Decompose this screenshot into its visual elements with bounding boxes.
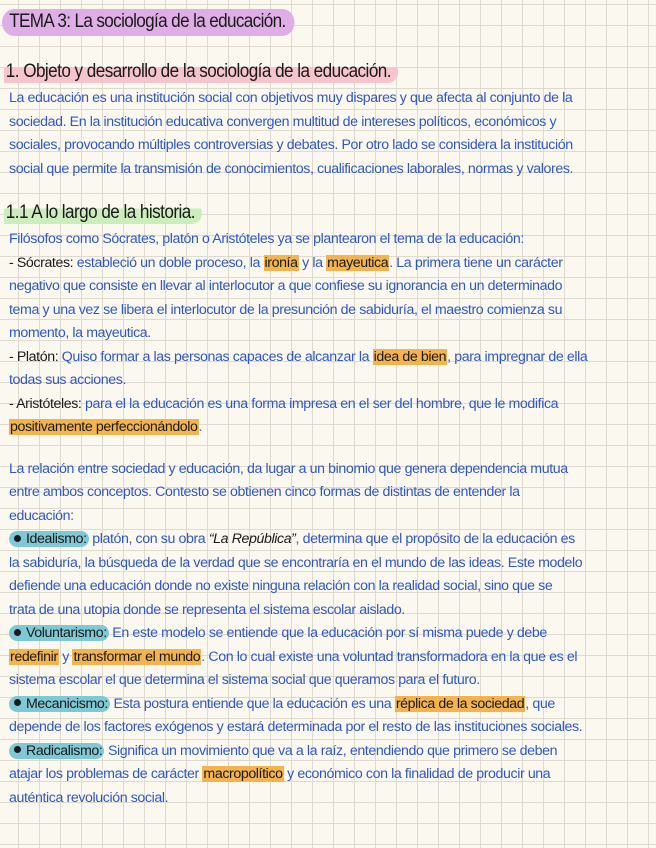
paragraph-line: La relación entre sociedad y educación, da lugar a un binomio que genera dependencia mutua — [9, 460, 568, 477]
paragraph-line: educación: — [9, 507, 74, 524]
tag-mecanicismo — [9, 696, 110, 712]
text: platón, con su obra — [88, 531, 209, 547]
paragraph-line: defiende una educación donde no existe ninguna relación con la realidad social, sino que se — [9, 578, 553, 594]
text: Esta postura entiende que la educación es una — [109, 695, 395, 712]
bullet-icon — [14, 535, 21, 542]
paragraph-line: auténtica revolución social. — [9, 789, 169, 806]
tag-label: Idealismo: — [26, 531, 87, 547]
text: para el la educación es una forma impresa en el ser del hombre, que le modifica — [81, 395, 559, 412]
text: , para impregnar de ella — [447, 348, 588, 365]
highlight-redefinir: redefinir — [10, 648, 58, 665]
page-title: TEMA 3: La sociología de la educación. — [2, 9, 295, 36]
mecanicismo-line — [9, 693, 649, 717]
paragraph-line: negativo que consiste en llevar al interlocutor a que confiese su ignorancia en un determinado — [9, 278, 563, 294]
paragraph-line: la sabiduría, la búsqueda de la verdad que se encontraría en el mundo de las ideas. Este modelo — [9, 554, 583, 571]
highlight-perfeccionandolo: positivamente perfeccionándolo — [10, 419, 198, 435]
aristoteles-line-2 — [9, 416, 649, 440]
spacer — [9, 440, 649, 458]
highlight-transformar-el-mundo: transformar el mundo — [73, 648, 201, 665]
paragraph-line: momento, la mayeutica. — [9, 325, 151, 341]
section-heading-1-1: 1.1 A lo largo de la historia. — [4, 202, 202, 224]
paragraph-line: sociales, provocando múltiples controversias y debates. Por otro lado se considera la institución — [9, 137, 573, 153]
paragraph-line: sistema escolar el que determina el sistema social que queramos para el futuro. — [9, 672, 480, 688]
tag-label: Voluntarismo: — [26, 625, 107, 641]
paragraph-line: todas sus acciones. — [9, 372, 127, 388]
section-heading-1: 1. Objeto y desarrollo de la sociología de la educación. — [4, 61, 398, 83]
highlight-mayeutica: mayeutica — [327, 254, 389, 271]
book-title: “La República” — [208, 531, 296, 547]
section-1-1-body — [9, 228, 649, 810]
bullet-icon — [14, 746, 21, 753]
intro-line: Filósofos como Sócrates, platón o Aristóteles ya se plantearon el tema de la educación: — [9, 231, 524, 247]
socrates-line — [9, 252, 649, 276]
text: En este modelo se entiende que la educación por sí misma puede y debe — [108, 625, 547, 641]
voluntarismo-line-2 — [9, 646, 649, 670]
text: y — [58, 648, 73, 665]
bullet-icon — [14, 699, 21, 706]
highlight-replica-de-la-sociedad: réplica de la sociedad — [395, 695, 525, 712]
tag-idealismo — [9, 531, 89, 547]
paragraph-line: depende de los factores exógenos y estará determinada por el resto de las instituciones sociales. — [9, 719, 583, 735]
highlight-ironia: ironía — [264, 254, 298, 271]
tag-voluntarismo — [9, 625, 109, 641]
tag-label: Radicalismo: — [26, 742, 103, 759]
highlight-macropolitico: macropolítico — [203, 766, 283, 782]
aristoteles-line — [9, 393, 649, 417]
paragraph-line: social que permite la transmisión de conocimientos, cualificaciones laborales, normas y valores. — [9, 160, 574, 177]
socrates-label: - Sócrates: — [9, 254, 74, 271]
text: y la — [298, 254, 327, 271]
aristoteles-label: - Aristóteles: — [9, 395, 82, 412]
text: , que — [525, 695, 555, 712]
voluntarismo-line — [9, 622, 649, 646]
radicalismo-line-2 — [9, 763, 649, 787]
bullet-icon — [14, 629, 21, 636]
text: Quiso formar a las personas capaces de alcanzar la — [58, 348, 373, 365]
highlight-idea-de-bien: idea de bien — [373, 348, 447, 365]
text: estableció un doble proceso, la — [73, 254, 264, 271]
idealismo-line — [9, 528, 649, 552]
text: Significa un movimiento que va a la raíz, entendiendo que primero se deben — [104, 742, 558, 759]
section-1-body — [9, 87, 649, 181]
paragraph-line: sociedad. En la institución educativa convergen multitud de intereses políticos, económicos y — [9, 113, 557, 130]
text: . Con lo cual existe una voluntad transformadora en la que es el — [201, 648, 578, 665]
paragraph-line: tema y una vez se libera el interlocutor de la presunción de sabiduría, el maestro comienza su — [9, 301, 563, 318]
tag-label: Mecanicismo: — [26, 695, 108, 712]
tag-radicalismo — [9, 743, 104, 759]
text: . — [198, 419, 203, 435]
paragraph-line: trata de una utopia donde se representa el sistema escolar aislado. — [9, 601, 405, 618]
platon-line — [9, 346, 649, 370]
text: atajar los problemas de carácter — [9, 766, 203, 782]
paragraph-line: entre ambos conceptos. Contesto se obtienen cinco formas de distintas de entender la — [9, 484, 520, 500]
radicalismo-line — [9, 740, 649, 764]
text: y económico con la finalidad de producir una — [283, 766, 551, 782]
text: , determina que el propósito de la educación es — [295, 531, 575, 547]
platon-label: - Platón: — [9, 348, 59, 365]
paragraph-line: La educación es una institución social con objetivos muy dispares y que afecta al conjunto de la — [9, 90, 573, 106]
text: . La primera tiene un carácter — [389, 254, 563, 271]
